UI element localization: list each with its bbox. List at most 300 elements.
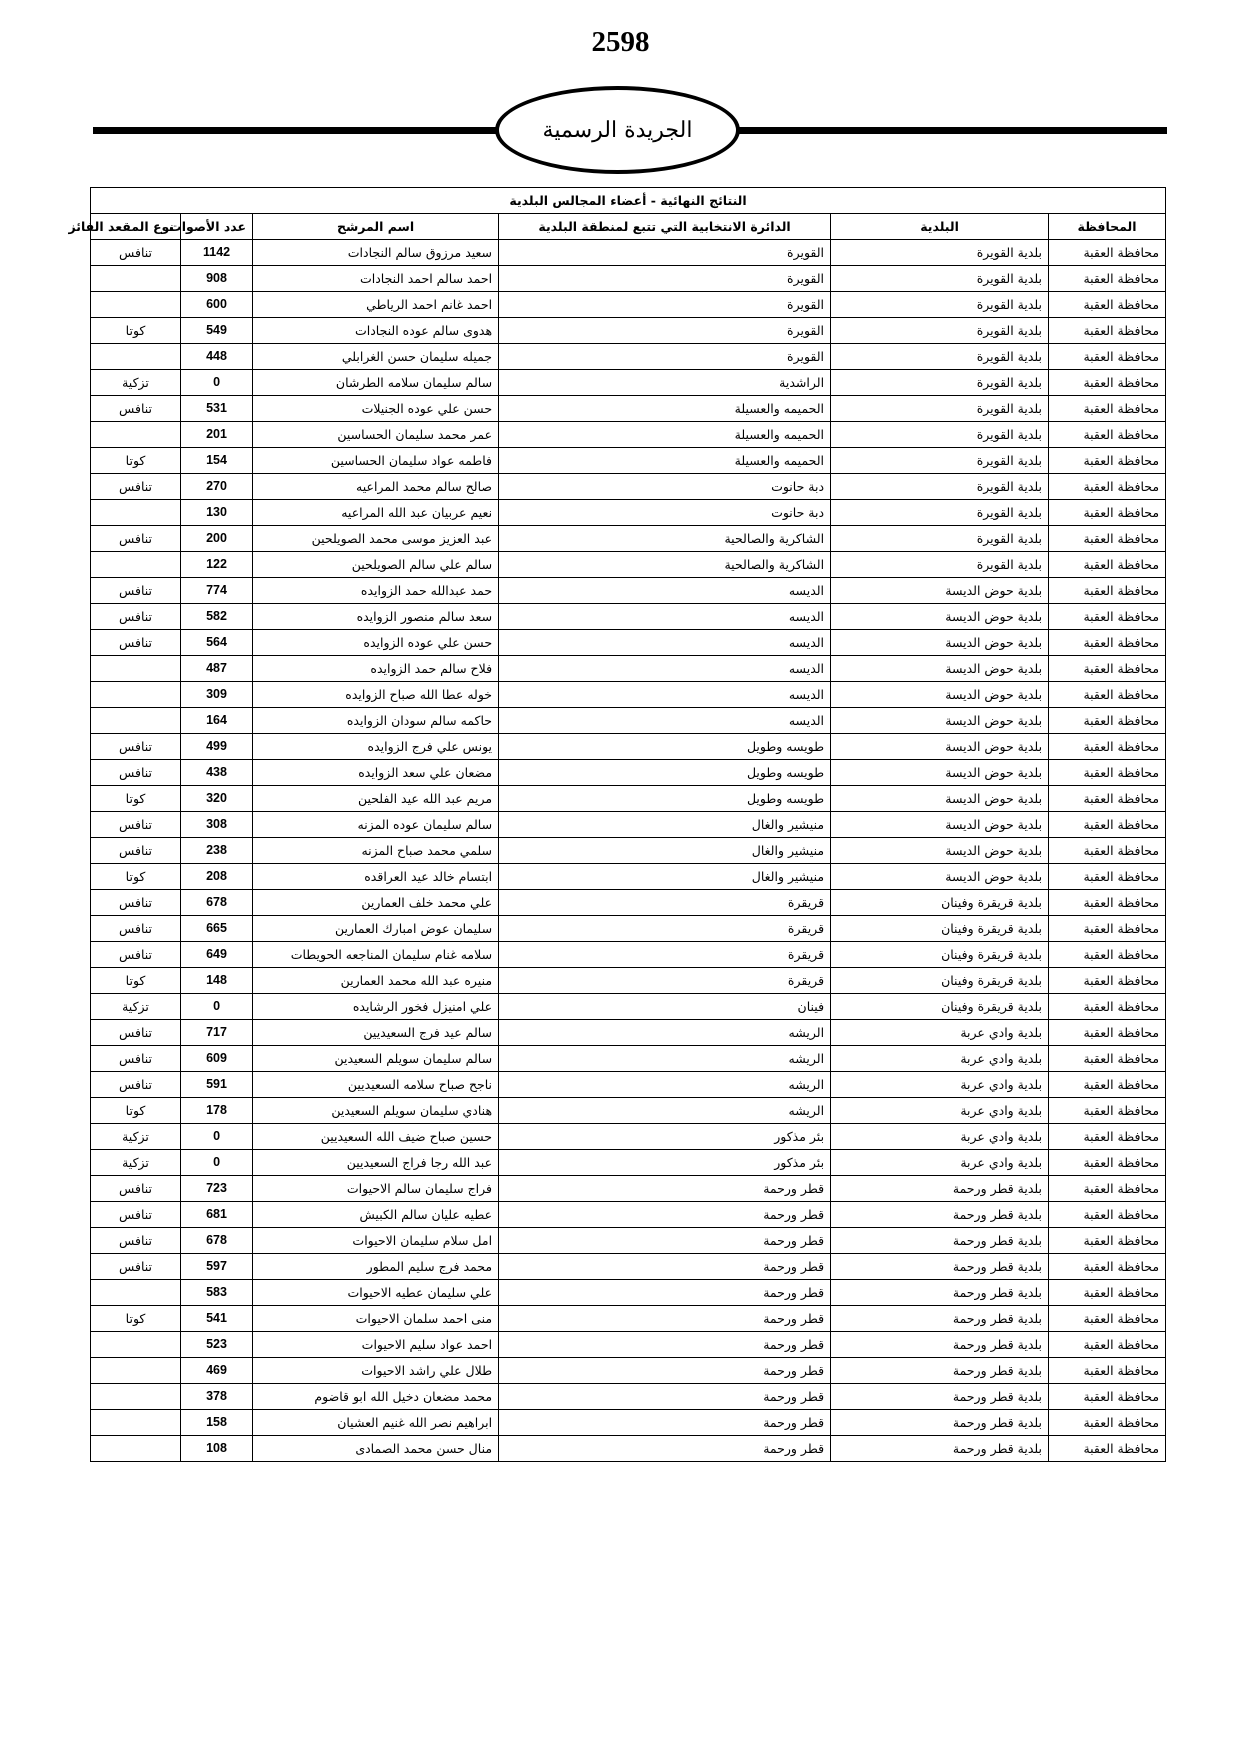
cell-candidate: سالم سليمان سويلم السعيدين — [253, 1046, 499, 1072]
cell-municipality: بلدية القويرة — [831, 474, 1049, 500]
cell-votes: 1142 — [181, 240, 253, 266]
cell-municipality: بلدية حوض الديسة — [831, 864, 1049, 890]
cell-candidate: احمد سالم احمد النجادات — [253, 266, 499, 292]
cell-governorate: محافظة العقبة — [1049, 734, 1166, 760]
cell-governorate: محافظة العقبة — [1049, 1436, 1166, 1462]
cell-votes: 238 — [181, 838, 253, 864]
cell-district: الراشدية — [499, 370, 831, 396]
cell-district: بئر مذكور — [499, 1150, 831, 1176]
cell-governorate: محافظة العقبة — [1049, 786, 1166, 812]
cell-district: قطر ورحمة — [499, 1384, 831, 1410]
cell-municipality: بلدية حوض الديسة — [831, 786, 1049, 812]
table-row — [91, 1410, 1166, 1436]
cell-candidate: منى احمد سلمان الاحيوات — [253, 1306, 499, 1332]
cell-district: الحميمه والعسيلة — [499, 396, 831, 422]
cell-candidate: محمد مضعان دخيل الله ابو قاضوم — [253, 1384, 499, 1410]
cell-district: الريشه — [499, 1072, 831, 1098]
cell-municipality: بلدية قطر ورحمة — [831, 1228, 1049, 1254]
cell-candidate: علي امنيزل فخور الرشايده — [253, 994, 499, 1020]
cell-municipality: بلدية القويرة — [831, 240, 1049, 266]
cell-district: الحميمه والعسيلة — [499, 448, 831, 474]
table-row — [91, 474, 1166, 500]
cell-governorate: محافظة العقبة — [1049, 526, 1166, 552]
header-seat-type: نوع المقعد الفائز — [91, 214, 181, 240]
cell-governorate: محافظة العقبة — [1049, 1176, 1166, 1202]
cell-seat-type — [91, 344, 181, 370]
cell-municipality: بلدية قطر ورحمة — [831, 1254, 1049, 1280]
cell-candidate: مضعان علي سعد الزوايده — [253, 760, 499, 786]
results-body — [91, 240, 1166, 1462]
cell-votes: 164 — [181, 708, 253, 734]
cell-governorate: محافظة العقبة — [1049, 656, 1166, 682]
cell-district: الديسه — [499, 708, 831, 734]
cell-candidate: سلامه غنام سليمان المناجعه الحويطات — [253, 942, 499, 968]
cell-governorate: محافظة العقبة — [1049, 1150, 1166, 1176]
cell-candidate: سالم عيد فرج السعيديين — [253, 1020, 499, 1046]
table-row — [91, 1254, 1166, 1280]
cell-district: قطر ورحمة — [499, 1254, 831, 1280]
cell-governorate: محافظة العقبة — [1049, 760, 1166, 786]
table-row — [91, 318, 1166, 344]
cell-district: الحميمه والعسيلة — [499, 422, 831, 448]
cell-votes: 378 — [181, 1384, 253, 1410]
cell-seat-type: تنافس — [91, 760, 181, 786]
cell-district: قطر ورحمة — [499, 1306, 831, 1332]
cell-district: القويرة — [499, 266, 831, 292]
header-district: الدائرة الانتخابية التي تتبع لمنطقة البلدية — [499, 214, 831, 240]
cell-governorate: محافظة العقبة — [1049, 708, 1166, 734]
cell-district: دبة حانوت — [499, 500, 831, 526]
cell-district: قطر ورحمة — [499, 1202, 831, 1228]
cell-governorate: محافظة العقبة — [1049, 370, 1166, 396]
table-row — [91, 344, 1166, 370]
cell-district: القويرة — [499, 240, 831, 266]
table-row — [91, 864, 1166, 890]
cell-votes: 609 — [181, 1046, 253, 1072]
cell-seat-type — [91, 1332, 181, 1358]
cell-votes: 469 — [181, 1358, 253, 1384]
cell-votes: 531 — [181, 396, 253, 422]
cell-candidate: نعيم عربيان عبد الله المراعيه — [253, 500, 499, 526]
cell-municipality: بلدية حوض الديسة — [831, 708, 1049, 734]
cell-governorate: محافظة العقبة — [1049, 500, 1166, 526]
cell-municipality: بلدية القويرة — [831, 500, 1049, 526]
cell-candidate: جميله سليمان حسن الغرابلي — [253, 344, 499, 370]
cell-votes: 523 — [181, 1332, 253, 1358]
cell-district: قطر ورحمة — [499, 1228, 831, 1254]
table-row — [91, 266, 1166, 292]
cell-governorate: محافظة العقبة — [1049, 812, 1166, 838]
cell-governorate: محافظة العقبة — [1049, 396, 1166, 422]
cell-candidate: سالم علي سالم الصويلحين — [253, 552, 499, 578]
cell-candidate: حاكمه سالم سودان الزوايده — [253, 708, 499, 734]
table-row — [91, 604, 1166, 630]
cell-candidate: صالح سالم محمد المراعيه — [253, 474, 499, 500]
cell-district: قطر ورحمة — [499, 1358, 831, 1384]
cell-votes: 154 — [181, 448, 253, 474]
cell-district: بئر مذكور — [499, 1124, 831, 1150]
cell-votes: 320 — [181, 786, 253, 812]
cell-seat-type: تزكية — [91, 370, 181, 396]
cell-governorate: محافظة العقبة — [1049, 422, 1166, 448]
cell-candidate: علي محمد خلف العمارين — [253, 890, 499, 916]
cell-municipality: بلدية حوض الديسة — [831, 630, 1049, 656]
cell-governorate: محافظة العقبة — [1049, 994, 1166, 1020]
cell-municipality: بلدية حوض الديسة — [831, 734, 1049, 760]
cell-votes: 582 — [181, 604, 253, 630]
cell-votes: 0 — [181, 1124, 253, 1150]
table-row — [91, 1228, 1166, 1254]
table-row — [91, 526, 1166, 552]
cell-municipality: بلدية القويرة — [831, 396, 1049, 422]
cell-seat-type — [91, 708, 181, 734]
cell-seat-type: تنافس — [91, 1020, 181, 1046]
header-votes: عدد الأصوات — [181, 214, 253, 240]
cell-votes: 665 — [181, 916, 253, 942]
cell-municipality: بلدية قريقرة وفينان — [831, 890, 1049, 916]
table-row — [91, 1098, 1166, 1124]
table-row — [91, 812, 1166, 838]
cell-votes: 148 — [181, 968, 253, 994]
cell-votes: 600 — [181, 292, 253, 318]
cell-candidate: حمد عبدالله حمد الزوايده — [253, 578, 499, 604]
cell-candidate: ابتسام خالد عيد العراقده — [253, 864, 499, 890]
cell-municipality: بلدية قريقرة وفينان — [831, 942, 1049, 968]
cell-votes: 723 — [181, 1176, 253, 1202]
table-row — [91, 500, 1166, 526]
cell-governorate: محافظة العقبة — [1049, 474, 1166, 500]
cell-candidate: سالم سليمان عوده المزنه — [253, 812, 499, 838]
table-row — [91, 734, 1166, 760]
cell-seat-type — [91, 1358, 181, 1384]
cell-votes: 597 — [181, 1254, 253, 1280]
header-governorate: المحافظة — [1049, 214, 1166, 240]
cell-votes: 908 — [181, 266, 253, 292]
cell-votes: 774 — [181, 578, 253, 604]
cell-seat-type: تنافس — [91, 1072, 181, 1098]
cell-governorate: محافظة العقبة — [1049, 1384, 1166, 1410]
gazette-title: الجريدة الرسمية — [542, 117, 693, 143]
cell-district: طويسه وطويل — [499, 734, 831, 760]
cell-governorate: محافظة العقبة — [1049, 682, 1166, 708]
cell-seat-type — [91, 500, 181, 526]
cell-governorate: محافظة العقبة — [1049, 1124, 1166, 1150]
cell-governorate: محافظة العقبة — [1049, 344, 1166, 370]
cell-district: دبة حانوت — [499, 474, 831, 500]
cell-seat-type: كوتا — [91, 1098, 181, 1124]
cell-district: قطر ورحمة — [499, 1280, 831, 1306]
cell-governorate: محافظة العقبة — [1049, 1410, 1166, 1436]
cell-votes: 591 — [181, 1072, 253, 1098]
cell-municipality: بلدية حوض الديسة — [831, 656, 1049, 682]
cell-candidate: حسين صباح ضيف الله السعيديين — [253, 1124, 499, 1150]
cell-municipality: بلدية القويرة — [831, 448, 1049, 474]
cell-seat-type: تنافس — [91, 812, 181, 838]
table-row — [91, 1046, 1166, 1072]
cell-votes: 678 — [181, 890, 253, 916]
cell-municipality: بلدية القويرة — [831, 266, 1049, 292]
table-row — [91, 916, 1166, 942]
cell-municipality: بلدية وادي عربة — [831, 1124, 1049, 1150]
table-row — [91, 968, 1166, 994]
cell-district: قريقرة — [499, 968, 831, 994]
cell-candidate: امل سلام سليمان الاحيوات — [253, 1228, 499, 1254]
cell-district: القويرة — [499, 292, 831, 318]
cell-seat-type: تنافس — [91, 604, 181, 630]
cell-candidate: هدوى سالم عوده النجادات — [253, 318, 499, 344]
cell-votes: 487 — [181, 656, 253, 682]
table-title: النتائج النهائية - أعضاء المجالس البلدية — [91, 188, 1166, 214]
cell-municipality: بلدية حوض الديسة — [831, 682, 1049, 708]
cell-district: الريشه — [499, 1098, 831, 1124]
cell-municipality: بلدية القويرة — [831, 344, 1049, 370]
cell-governorate: محافظة العقبة — [1049, 1020, 1166, 1046]
table-row — [91, 1176, 1166, 1202]
cell-governorate: محافظة العقبة — [1049, 864, 1166, 890]
cell-municipality: بلدية قطر ورحمة — [831, 1384, 1049, 1410]
cell-candidate: منال حسن محمد الصمادى — [253, 1436, 499, 1462]
table-row — [91, 682, 1166, 708]
cell-candidate: ابراهيم نصر الله غنيم العشيان — [253, 1410, 499, 1436]
cell-municipality: بلدية حوض الديسة — [831, 604, 1049, 630]
cell-seat-type: تنافس — [91, 916, 181, 942]
header-municipality: البلدية — [831, 214, 1049, 240]
cell-seat-type: تنافس — [91, 474, 181, 500]
cell-seat-type: تنافس — [91, 578, 181, 604]
results-table — [68, 187, 1166, 1462]
cell-municipality: بلدية القويرة — [831, 318, 1049, 344]
cell-votes: 0 — [181, 370, 253, 396]
cell-candidate: ناجح صباح سلامه السعيديين — [253, 1072, 499, 1098]
table-row — [91, 942, 1166, 968]
cell-candidate: مريم عبد الله عيد الفلحين — [253, 786, 499, 812]
cell-candidate: سعد سالم منصور الزوايده — [253, 604, 499, 630]
cell-votes: 270 — [181, 474, 253, 500]
table-row — [91, 1020, 1166, 1046]
cell-candidate: سليمان عوض امبارك العمارين — [253, 916, 499, 942]
cell-seat-type: كوتا — [91, 448, 181, 474]
cell-municipality: بلدية قطر ورحمة — [831, 1280, 1049, 1306]
cell-candidate: منيره عبد الله محمد العمارين — [253, 968, 499, 994]
table-row — [91, 656, 1166, 682]
cell-votes: 681 — [181, 1202, 253, 1228]
cell-votes: 448 — [181, 344, 253, 370]
cell-votes: 201 — [181, 422, 253, 448]
cell-governorate: محافظة العقبة — [1049, 890, 1166, 916]
cell-district: منيشير والغال — [499, 812, 831, 838]
cell-municipality: بلدية حوض الديسة — [831, 838, 1049, 864]
cell-district: قطر ورحمة — [499, 1332, 831, 1358]
cell-governorate: محافظة العقبة — [1049, 266, 1166, 292]
cell-candidate: فراج سليمان سالم الاحيوات — [253, 1176, 499, 1202]
cell-votes: 0 — [181, 1150, 253, 1176]
cell-district: الديسه — [499, 578, 831, 604]
cell-governorate: محافظة العقبة — [1049, 578, 1166, 604]
cell-district: قريقرة — [499, 916, 831, 942]
table-row — [91, 1306, 1166, 1332]
cell-governorate: محافظة العقبة — [1049, 1098, 1166, 1124]
cell-governorate: محافظة العقبة — [1049, 1046, 1166, 1072]
cell-seat-type: تنافس — [91, 734, 181, 760]
cell-candidate: عبد العزيز موسى محمد الصويلحين — [253, 526, 499, 552]
cell-municipality: بلدية القويرة — [831, 526, 1049, 552]
cell-district: قطر ورحمة — [499, 1436, 831, 1462]
cell-municipality: بلدية قطر ورحمة — [831, 1410, 1049, 1436]
cell-seat-type: تزكية — [91, 1150, 181, 1176]
table-row — [91, 552, 1166, 578]
cell-votes: 309 — [181, 682, 253, 708]
cell-seat-type: كوتا — [91, 1306, 181, 1332]
table-row — [91, 760, 1166, 786]
cell-candidate: احمد غانم احمد الرياطي — [253, 292, 499, 318]
cell-candidate: خوله عطا الله صباح الزوايده — [253, 682, 499, 708]
table-row — [91, 1358, 1166, 1384]
cell-votes: 549 — [181, 318, 253, 344]
cell-governorate: محافظة العقبة — [1049, 292, 1166, 318]
cell-candidate: احمد عواد سليم الاحيوات — [253, 1332, 499, 1358]
table-row — [91, 1332, 1166, 1358]
cell-seat-type — [91, 1384, 181, 1410]
cell-votes: 130 — [181, 500, 253, 526]
table-row — [91, 1072, 1166, 1098]
cell-district: طويسه وطويل — [499, 786, 831, 812]
cell-candidate: طلال علي راشد الاحيوات — [253, 1358, 499, 1384]
cell-votes: 200 — [181, 526, 253, 552]
cell-votes: 717 — [181, 1020, 253, 1046]
cell-district: القويرة — [499, 344, 831, 370]
cell-seat-type — [91, 1280, 181, 1306]
cell-candidate: فاطمه عواد سليمان الحساسين — [253, 448, 499, 474]
cell-seat-type: تزكية — [91, 1124, 181, 1150]
cell-seat-type — [91, 266, 181, 292]
cell-municipality: بلدية وادي عربة — [831, 1072, 1049, 1098]
cell-candidate: سعيد مرزوق سالم النجادات — [253, 240, 499, 266]
table-row — [91, 994, 1166, 1020]
cell-candidate: حسن علي عوده الجنيلات — [253, 396, 499, 422]
cell-seat-type: تنافس — [91, 838, 181, 864]
cell-candidate: علي سليمان عطيه الاحيوات — [253, 1280, 499, 1306]
cell-seat-type: تنافس — [91, 630, 181, 656]
cell-district: منيشير والغال — [499, 838, 831, 864]
cell-municipality: بلدية القويرة — [831, 370, 1049, 396]
table-row — [91, 578, 1166, 604]
table-row — [91, 240, 1166, 266]
table-row — [91, 838, 1166, 864]
cell-candidate: عمر محمد سليمان الحساسين — [253, 422, 499, 448]
cell-seat-type: تنافس — [91, 396, 181, 422]
cell-votes: 308 — [181, 812, 253, 838]
cell-municipality: بلدية قريقرة وفينان — [831, 968, 1049, 994]
cell-governorate: محافظة العقبة — [1049, 1202, 1166, 1228]
cell-municipality: بلدية حوض الديسة — [831, 578, 1049, 604]
cell-seat-type: تنافس — [91, 1202, 181, 1228]
cell-governorate: محافظة العقبة — [1049, 916, 1166, 942]
cell-municipality: بلدية قطر ورحمة — [831, 1436, 1049, 1462]
page-number: 2598 — [591, 26, 650, 58]
cell-governorate: محافظة العقبة — [1049, 318, 1166, 344]
table-row — [91, 630, 1166, 656]
cell-seat-type: كوتا — [91, 318, 181, 344]
cell-district: الشاكرية والصالحية — [499, 526, 831, 552]
cell-governorate: محافظة العقبة — [1049, 552, 1166, 578]
gazette-title-oval — [495, 86, 740, 174]
cell-municipality: بلدية قطر ورحمة — [831, 1202, 1049, 1228]
cell-municipality: بلدية وادي عربة — [831, 1020, 1049, 1046]
cell-seat-type: تزكية — [91, 994, 181, 1020]
cell-votes: 678 — [181, 1228, 253, 1254]
cell-seat-type — [91, 422, 181, 448]
cell-governorate: محافظة العقبة — [1049, 604, 1166, 630]
cell-governorate: محافظة العقبة — [1049, 1228, 1166, 1254]
cell-seat-type — [91, 1436, 181, 1462]
header-candidate: اسم المرشح — [253, 214, 499, 240]
table-row — [91, 786, 1166, 812]
table-row — [91, 396, 1166, 422]
cell-votes: 564 — [181, 630, 253, 656]
cell-district: قريقرة — [499, 942, 831, 968]
cell-district: قطر ورحمة — [499, 1176, 831, 1202]
cell-municipality: بلدية قريقرة وفينان — [831, 994, 1049, 1020]
table-row — [91, 370, 1166, 396]
cell-candidate: حسن علي عوده الزوايده — [253, 630, 499, 656]
cell-seat-type: تنافس — [91, 1046, 181, 1072]
cell-seat-type — [91, 682, 181, 708]
cell-votes: 108 — [181, 1436, 253, 1462]
cell-district: الديسه — [499, 630, 831, 656]
cell-votes: 583 — [181, 1280, 253, 1306]
cell-candidate: يونس علي فرج الزوايده — [253, 734, 499, 760]
cell-candidate: عطيه عليان سالم الكبيش — [253, 1202, 499, 1228]
cell-candidate: سالم سليمان سلامه الطرشان — [253, 370, 499, 396]
cell-governorate: محافظة العقبة — [1049, 1254, 1166, 1280]
table-row — [91, 1124, 1166, 1150]
cell-governorate: محافظة العقبة — [1049, 968, 1166, 994]
table-row — [91, 1202, 1166, 1228]
cell-district: قطر ورحمة — [499, 1410, 831, 1436]
cell-votes: 0 — [181, 994, 253, 1020]
cell-governorate: محافظة العقبة — [1049, 1358, 1166, 1384]
cell-seat-type: تنافس — [91, 942, 181, 968]
cell-votes: 208 — [181, 864, 253, 890]
cell-votes: 438 — [181, 760, 253, 786]
cell-governorate: محافظة العقبة — [1049, 1306, 1166, 1332]
cell-votes: 122 — [181, 552, 253, 578]
cell-district: طويسه وطويل — [499, 760, 831, 786]
cell-municipality: بلدية قطر ورحمة — [831, 1358, 1049, 1384]
cell-district: الريشه — [499, 1020, 831, 1046]
cell-governorate: محافظة العقبة — [1049, 1332, 1166, 1358]
cell-candidate: محمد فرج سليم المطور — [253, 1254, 499, 1280]
cell-seat-type: كوتا — [91, 968, 181, 994]
cell-municipality: بلدية قريقرة وفينان — [831, 916, 1049, 942]
cell-district: القويرة — [499, 318, 831, 344]
cell-governorate: محافظة العقبة — [1049, 942, 1166, 968]
cell-municipality: بلدية القويرة — [831, 422, 1049, 448]
cell-district: الريشه — [499, 1046, 831, 1072]
table-row — [91, 1280, 1166, 1306]
cell-district: فينان — [499, 994, 831, 1020]
cell-seat-type: تنافس — [91, 1176, 181, 1202]
cell-votes: 499 — [181, 734, 253, 760]
cell-seat-type: كوتا — [91, 786, 181, 812]
cell-district: قريقرة — [499, 890, 831, 916]
table-row — [91, 1150, 1166, 1176]
cell-municipality: بلدية وادي عربة — [831, 1150, 1049, 1176]
cell-district: الديسه — [499, 682, 831, 708]
table-row — [91, 708, 1166, 734]
cell-governorate: محافظة العقبة — [1049, 240, 1166, 266]
cell-municipality: بلدية القويرة — [831, 552, 1049, 578]
